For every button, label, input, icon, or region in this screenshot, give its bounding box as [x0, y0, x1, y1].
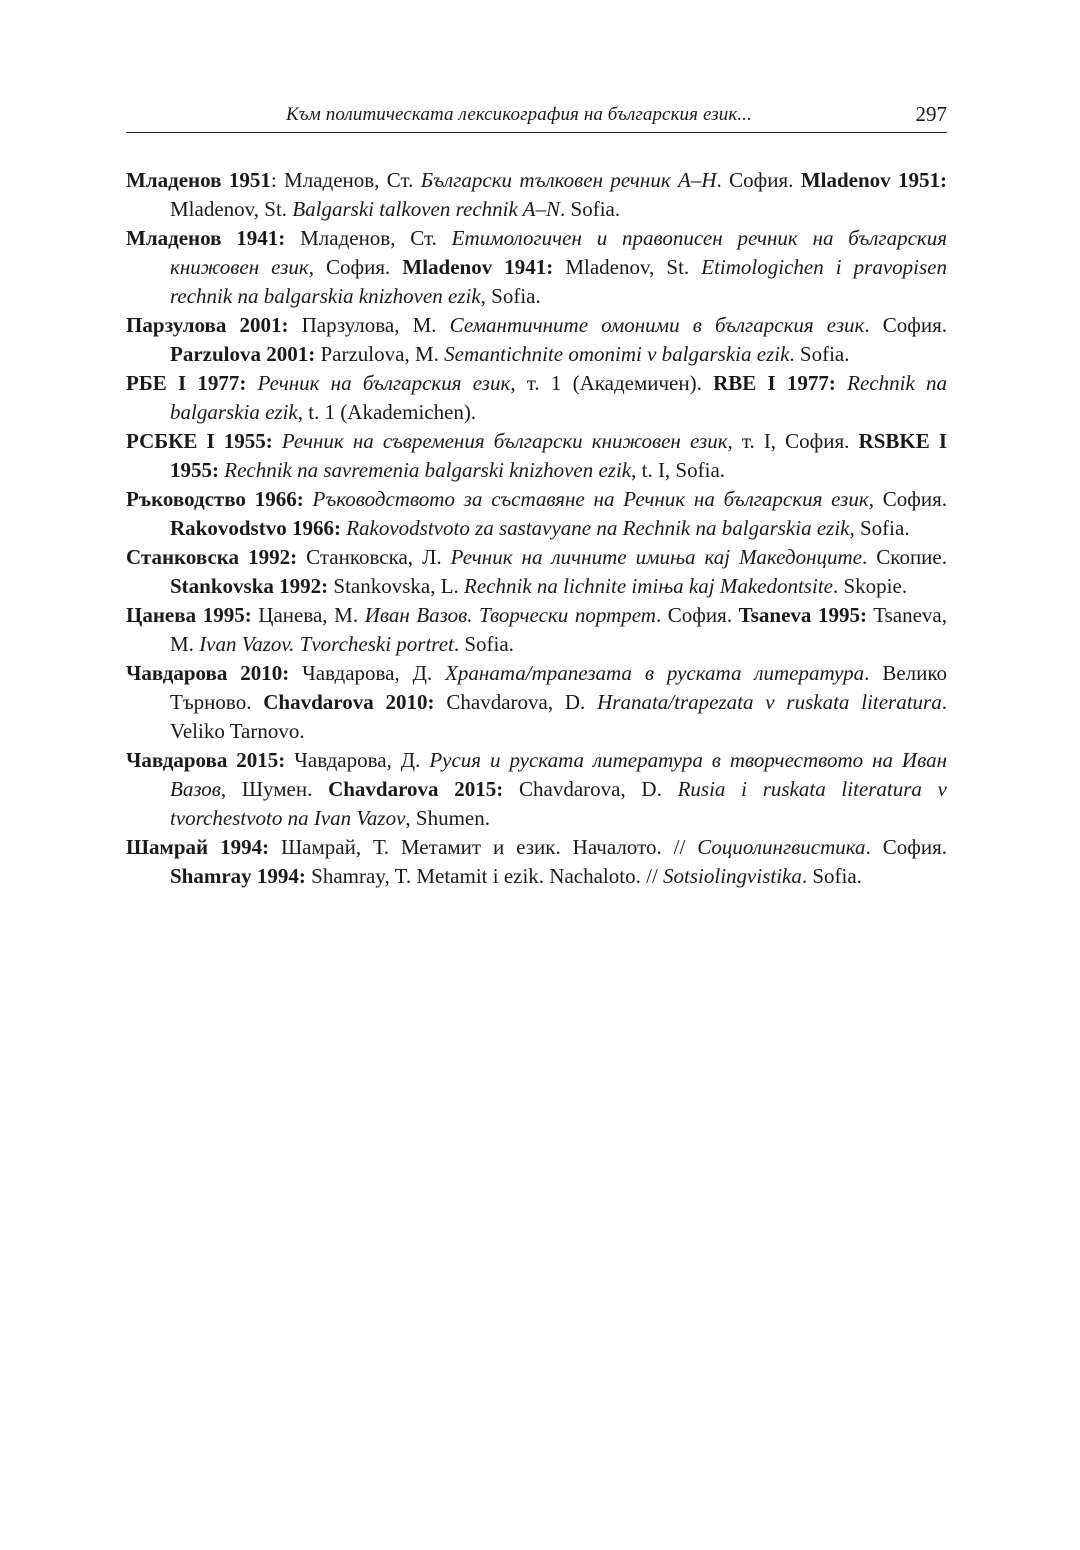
- reference-key: РБЕ I 1977:: [126, 371, 247, 395]
- reference-text: [822, 487, 831, 511]
- reference-text: , София.: [868, 487, 947, 511]
- reference-title: Rakovodstvoto za sastavyane na Rechnik na balgarskia ezik: [346, 516, 850, 540]
- reference-title: Balgarski talkoven rechnik A–N: [292, 197, 561, 221]
- reference-title: Иван Вазов. Творчески портрет: [364, 603, 656, 627]
- reference-text: . Sofia.: [560, 197, 621, 221]
- reference-title: Храната/трапезата в руската литература: [445, 661, 865, 685]
- reference-text: Чавдарова, Д.: [289, 661, 446, 685]
- reference-title: Социолингвистика: [697, 835, 866, 859]
- reference-entry: [126, 746, 947, 833]
- reference-text: Шумен.: [226, 777, 329, 801]
- reference-title: Речник на съвремения български книжовен език,: [281, 429, 733, 453]
- reference-text: : Младенов, Ст.: [270, 168, 421, 192]
- reference-text: . Скопие.: [862, 545, 947, 569]
- reference-text: [273, 429, 282, 453]
- reference-title: Семантичните омоними в българския език: [449, 313, 865, 337]
- reference-text: Цанева, М.: [251, 603, 365, 627]
- reference-text: , t. I, Sofia.: [631, 458, 726, 482]
- reference-key: Rakovodstvo 1966:: [170, 516, 341, 540]
- reference-title: Rusia i ruskata literatura v tvorchestvoto na Ivan Vazov: [170, 777, 947, 830]
- reference-text: , Sofia.: [480, 284, 541, 308]
- reference-text: . Sofia.: [801, 864, 862, 888]
- reference-text: Tsaneva, M.: [170, 603, 948, 656]
- reference-text: [304, 487, 313, 511]
- reference-title: Rechnik na balgarskia ezik: [170, 371, 947, 424]
- reference-entry: [126, 485, 947, 543]
- reference-text: Шамрай, Т. Метамит и език. Началото. //: [269, 835, 698, 859]
- reference-title: Semantichnite omonimi v balgarskia ezik: [444, 342, 790, 366]
- reference-text: [246, 371, 257, 395]
- reference-title: Rechnik na lichnite imiња kaj Makedontsite: [464, 574, 833, 598]
- reference-title: Речник на българския език: [257, 371, 511, 395]
- reference-key: Младенов 1941:: [126, 226, 286, 250]
- reference-entry: [126, 833, 947, 891]
- reference-key: Parzulova 2001:: [170, 342, 316, 366]
- reference-text: Chavdarova, D.: [434, 690, 598, 714]
- reference-text: Чавдарова, Д.: [285, 748, 430, 772]
- reference-key: Чавдарова 2010:: [126, 661, 290, 685]
- reference-key: Шамрай 1994:: [126, 835, 270, 859]
- reference-text: . Велико Търново.: [170, 661, 948, 714]
- reference-text: т. I, София.: [732, 429, 859, 453]
- reference-text: , Sofia.: [849, 516, 910, 540]
- reference-title: Етимологичен и правописен речник на българския книжовен език: [170, 226, 947, 279]
- reference-text: , Shumen.: [405, 806, 491, 830]
- reference-text: . Sofia.: [789, 342, 850, 366]
- reference-key: Mladenov 1941:: [402, 255, 554, 279]
- reference-entry: [126, 543, 947, 601]
- reference-entry: [126, 369, 947, 427]
- reference-title: Rechnik na savremenia balgarski knizhoven ezik: [224, 458, 632, 482]
- reference-key: Chavdarova 2015:: [328, 777, 504, 801]
- reference-entry: [126, 224, 947, 311]
- reference-text: . Sofia.: [453, 632, 514, 656]
- reference-text: , t. 1 (Akademichen).: [297, 400, 477, 424]
- reference-text: Shamray, T. Metamit i ezik. Nachaloto. //: [305, 864, 664, 888]
- reference-key: Shamray 1994:: [170, 864, 306, 888]
- reference-title: Ръководството за съставяне на Речник на българския: [312, 487, 823, 511]
- reference-text: . София.: [864, 313, 948, 337]
- running-title: Към политическата лексикография на българския език...: [286, 104, 752, 125]
- reference-text: . София.: [716, 168, 801, 192]
- reference-title: Etimologichen i pravopisen rechnik na balgarskia knizhoven ezik: [170, 255, 947, 308]
- reference-title: Български тълковен речник А–Н: [420, 168, 717, 192]
- running-header: [126, 98, 947, 133]
- reference-key: Чавдарова 2015:: [126, 748, 286, 772]
- reference-title: Hranata/trapezata v ruskata literatura: [597, 690, 942, 714]
- reference-key: RSBKE I 1955:: [170, 429, 947, 482]
- reference-title: Sotsiolingvistika: [663, 864, 802, 888]
- reference-key: Ръководство 1966:: [126, 487, 304, 511]
- reference-text: Mladenov, St.: [553, 255, 702, 279]
- reference-key: Tsaneva 1995:: [738, 603, 868, 627]
- reference-text: . София.: [865, 835, 947, 859]
- reference-title: Русия и руската литература в творчеството на Иван Вазов,: [170, 748, 947, 801]
- reference-key: Парзулова 2001:: [126, 313, 289, 337]
- reference-text: , т. 1 (Академичен).: [510, 371, 714, 395]
- reference-title: Ivan Vazov. Tvorcheski portret: [199, 632, 454, 656]
- reference-text: Mladenov, St.: [170, 197, 293, 221]
- reference-key: Stankovska 1992:: [170, 574, 329, 598]
- reference-key: Цанева 1995:: [126, 603, 252, 627]
- reference-entry: [126, 311, 947, 369]
- reference-key: Младенов 1951: [126, 168, 271, 192]
- reference-text: . Skopie.: [832, 574, 908, 598]
- reference-text: Младенов, Ст.: [285, 226, 452, 250]
- reference-key: Chavdarova 2010:: [263, 690, 435, 714]
- reference-text: Parzulova, M.: [315, 342, 445, 366]
- reference-title: език: [831, 487, 869, 511]
- reference-entry: [126, 601, 947, 659]
- reference-key: RBE I 1977:: [713, 371, 836, 395]
- reference-text: Stankovska, L.: [328, 574, 465, 598]
- reference-entry: [126, 166, 947, 224]
- reference-text: Парзулова, М.: [288, 313, 450, 337]
- reference-text: [836, 371, 847, 395]
- reference-key: Mladenov 1951:: [800, 168, 948, 192]
- reference-text: . София.: [655, 603, 739, 627]
- reference-key: РСБКЕ I 1955:: [126, 429, 273, 453]
- reference-entry: [126, 427, 947, 485]
- reference-text: . Veliko Tarnovo.: [170, 690, 947, 743]
- reference-entry: [126, 659, 947, 746]
- reference-key: Станковска 1992:: [126, 545, 298, 569]
- page-number: 297: [915, 102, 947, 126]
- reference-text: Chavdarova, D.: [503, 777, 678, 801]
- reference-title: Речник на личните имиња кај Македонците: [450, 545, 863, 569]
- reference-text: Станковска, Л.: [297, 545, 451, 569]
- reference-list: [126, 166, 947, 891]
- reference-text: , София.: [308, 255, 403, 279]
